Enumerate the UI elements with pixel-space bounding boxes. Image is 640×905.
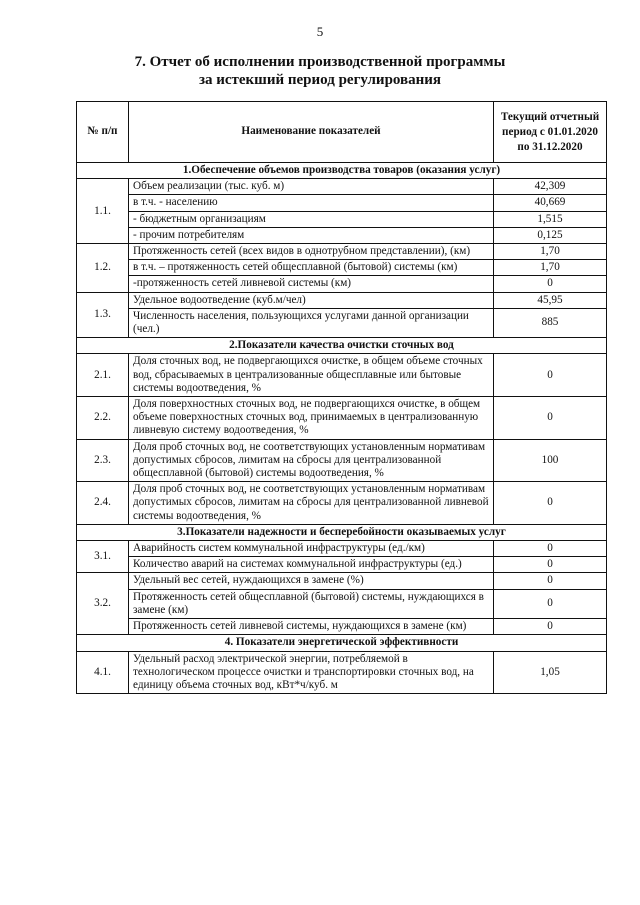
table-row bbox=[77, 276, 607, 292]
table-row bbox=[77, 211, 607, 227]
table-row bbox=[77, 227, 607, 243]
section-header-row bbox=[77, 524, 607, 540]
row-number: 2.2. bbox=[77, 397, 129, 440]
table-row bbox=[77, 195, 607, 211]
indicator-name: -протяженность сетей ливневой системы (км) bbox=[129, 276, 494, 292]
indicator-name: - прочим потребителям bbox=[129, 227, 494, 243]
row-number: 2.3. bbox=[77, 439, 129, 482]
report-body bbox=[77, 163, 607, 694]
section-title: 4. Показатели энергетической эффективности bbox=[77, 635, 607, 651]
row-number: 2.4. bbox=[77, 482, 129, 525]
header-number: № п/п bbox=[77, 102, 129, 163]
title-line-2: за истекший период регулирования bbox=[198, 72, 442, 88]
section-header-row bbox=[77, 163, 607, 179]
indicator-name: в т.ч. – протяженность сетей общесплавной (бытовой) системы (км) bbox=[129, 260, 494, 276]
table-row bbox=[77, 573, 607, 589]
indicator-value: 0 bbox=[494, 482, 607, 525]
indicator-name: Доля поверхностных сточных вод, не подвергающихся очистке, в общем объеме поверхностных сточных вод, принимаемых в централизованную ливневую систему водоотведения, % bbox=[129, 397, 494, 440]
table-row bbox=[77, 541, 607, 557]
row-number: 1.2. bbox=[77, 244, 129, 293]
indicator-name: Доля проб сточных вод, не соответствующих установленным нормативам допустимых сбросов, лимитам на сбросы для централизованной ливневой системы водоотведения, % bbox=[129, 482, 494, 525]
table-row bbox=[77, 260, 607, 276]
table-row bbox=[77, 589, 607, 618]
indicator-value: 1,70 bbox=[494, 244, 607, 260]
section-title: 1.Обеспечение объемов производства товаров (оказания услуг) bbox=[77, 163, 607, 179]
section-title: 3.Показатели надежности и бесперебойности оказываемых услуг bbox=[77, 524, 607, 540]
indicator-name: - бюджетным организациям bbox=[129, 211, 494, 227]
table-row bbox=[77, 244, 607, 260]
header-name: Наименование показателей bbox=[129, 102, 494, 163]
section-title: 2.Показатели качества очистки сточных вод bbox=[77, 338, 607, 354]
indicator-name: Аварийность систем коммунальной инфраструктуры (ед./км) bbox=[129, 541, 494, 557]
indicator-name: Протяженность сетей ливневой системы, нуждающихся в замене (км) bbox=[129, 619, 494, 635]
indicator-value: 0 bbox=[494, 541, 607, 557]
section-header-row bbox=[77, 338, 607, 354]
indicator-value: 1,515 bbox=[494, 211, 607, 227]
table-row bbox=[77, 397, 607, 440]
indicator-value: 885 bbox=[494, 308, 607, 337]
indicator-value: 100 bbox=[494, 439, 607, 482]
indicator-value: 0 bbox=[494, 589, 607, 618]
table-row bbox=[77, 651, 607, 694]
indicator-name: Численность населения, пользующихся услугами данной организации (чел.) bbox=[129, 308, 494, 337]
indicator-name: Доля сточных вод, не подвергающихся очистке, в общем объеме сточных вод, сбрасываемых в централизованные общесплавные или бытовые системы водоотведения, % bbox=[129, 354, 494, 397]
indicator-name: в т.ч. - населению bbox=[129, 195, 494, 211]
table-row bbox=[77, 354, 607, 397]
indicator-value: 42,309 bbox=[494, 179, 607, 195]
indicator-name: Доля проб сточных вод, не соответствующих установленным нормативам допустимых сбросов, лимитам на сбросы для централизованной общесплавной (бытовой) системы водоотведения, % bbox=[129, 439, 494, 482]
row-number: 2.1. bbox=[77, 354, 129, 397]
indicator-value: 0 bbox=[494, 557, 607, 573]
page-number: 5 bbox=[316, 24, 324, 39]
section-header-row bbox=[77, 635, 607, 651]
table-row bbox=[77, 619, 607, 635]
row-number: 1.3. bbox=[77, 292, 129, 338]
row-number: 3.2. bbox=[77, 573, 129, 635]
indicator-value: 0 bbox=[494, 619, 607, 635]
table-row bbox=[77, 179, 607, 195]
indicator-name: Протяженность сетей общесплавной (бытовой) системы, нуждающихся в замене (км) bbox=[129, 589, 494, 618]
report-table bbox=[76, 101, 607, 694]
table-row bbox=[77, 557, 607, 573]
table-row bbox=[77, 482, 607, 525]
header-period: Текущий отчетный период с 01.01.2020 по 31.12.2020 bbox=[494, 102, 607, 163]
indicator-value: 0 bbox=[494, 354, 607, 397]
page-title bbox=[0, 53, 640, 89]
indicator-value: 40,669 bbox=[494, 195, 607, 211]
table-row bbox=[77, 308, 607, 337]
table-row bbox=[77, 439, 607, 482]
title-line-1: 7. Отчет об исполнении производственной программы bbox=[134, 54, 506, 70]
indicator-value: 0 bbox=[494, 276, 607, 292]
table-header-row bbox=[77, 102, 607, 163]
table-row bbox=[77, 292, 607, 308]
indicator-name: Объем реализации (тыс. куб. м) bbox=[129, 179, 494, 195]
indicator-name: Удельный расход электрической энергии, потребляемой в технологическом процессе очистки и транспортировки сточных вод, на единицу объема сточных вод, кВт*ч/куб. м bbox=[129, 651, 494, 694]
indicator-name: Удельный вес сетей, нуждающихся в замене (%) bbox=[129, 573, 494, 589]
indicator-value: 0 bbox=[494, 573, 607, 589]
indicator-name: Удельное водоотведение (куб.м/чел) bbox=[129, 292, 494, 308]
indicator-value: 1,05 bbox=[494, 651, 607, 694]
indicator-value: 1,70 bbox=[494, 260, 607, 276]
indicator-name: Количество аварий на системах коммунальной инфраструктуры (ед.) bbox=[129, 557, 494, 573]
row-number: 1.1. bbox=[77, 179, 129, 244]
indicator-value: 0 bbox=[494, 397, 607, 440]
row-number: 3.1. bbox=[77, 541, 129, 573]
row-number: 4.1. bbox=[77, 651, 129, 694]
indicator-name: Протяженность сетей (всех видов в однотрубном представлении), (км) bbox=[129, 244, 494, 260]
indicator-value: 45,95 bbox=[494, 292, 607, 308]
indicator-value: 0,125 bbox=[494, 227, 607, 243]
